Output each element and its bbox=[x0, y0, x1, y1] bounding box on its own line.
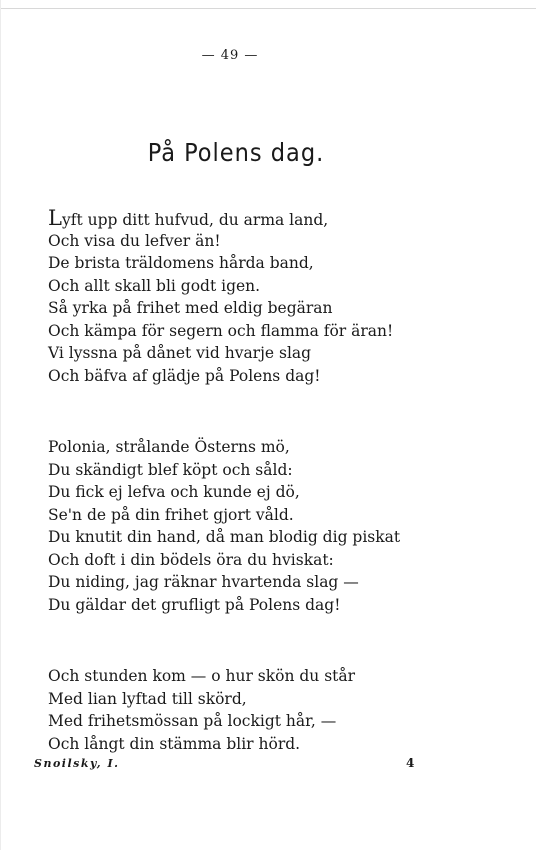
poem-line: Vi lyssna på dånet vid hvarje slag bbox=[48, 344, 312, 362]
poem-line: Och stunden kom — o hur skön du står bbox=[48, 667, 356, 685]
poem-line: Du skändigt blef köpt och såld: bbox=[48, 460, 293, 479]
poem-line: Och långt din stämma blir hörd. bbox=[48, 734, 301, 753]
poem-line: De brista träldomens hårda band, bbox=[48, 254, 314, 272]
first-line-rest: yft upp ditt hufvud, du arma land, bbox=[61, 211, 329, 229]
scan-edge-line bbox=[0, 8, 536, 9]
poem-line: Och bäfva af glädje på Polens dag! bbox=[48, 366, 321, 385]
poem-line: Du gäldar det grufligt på Polens dag! bbox=[48, 595, 341, 614]
poem-line: Du niding, jag räknar hvartenda slag — bbox=[48, 573, 359, 591]
stanza-2 bbox=[48, 436, 518, 616]
poem-line bbox=[48, 207, 518, 230]
footer-author: Snoilsky, I. bbox=[34, 757, 120, 770]
poem-title: På Polens dag. bbox=[147, 138, 325, 167]
page-number: — 49 — bbox=[201, 48, 259, 63]
poem-line: Så yrka på frihet med eldig begäran bbox=[48, 299, 333, 317]
stanza-1 bbox=[48, 207, 518, 387]
poem-line: Och allt skall bli godt igen. bbox=[48, 276, 261, 295]
stanza-3 bbox=[48, 665, 518, 755]
poem-line: Med lian lyftad till skörd, bbox=[48, 689, 247, 708]
poem-line: Med frihetsmössan på lockigt hår, — bbox=[48, 712, 337, 730]
poem-line: Se'n de på din frihet gjort våld. bbox=[48, 505, 294, 524]
drop-cap-letter: L bbox=[48, 206, 62, 230]
poem-line: Polonia, strålande Österns mö, bbox=[48, 438, 290, 456]
left-edge bbox=[0, 0, 1, 850]
poem-line: Och visa du lefver än! bbox=[48, 231, 221, 250]
poem-line: Du knutit din hand, då man blodig dig piskat bbox=[48, 528, 401, 546]
footer-signature: 4 bbox=[406, 756, 415, 770]
poem-line: Och doft i din bödels öra du hviskat: bbox=[48, 550, 334, 569]
poem-line: Och kämpa för segern och flamma för äran! bbox=[48, 321, 394, 340]
poem-line: Du fick ej lefva och kunde ej dö, bbox=[48, 483, 300, 501]
